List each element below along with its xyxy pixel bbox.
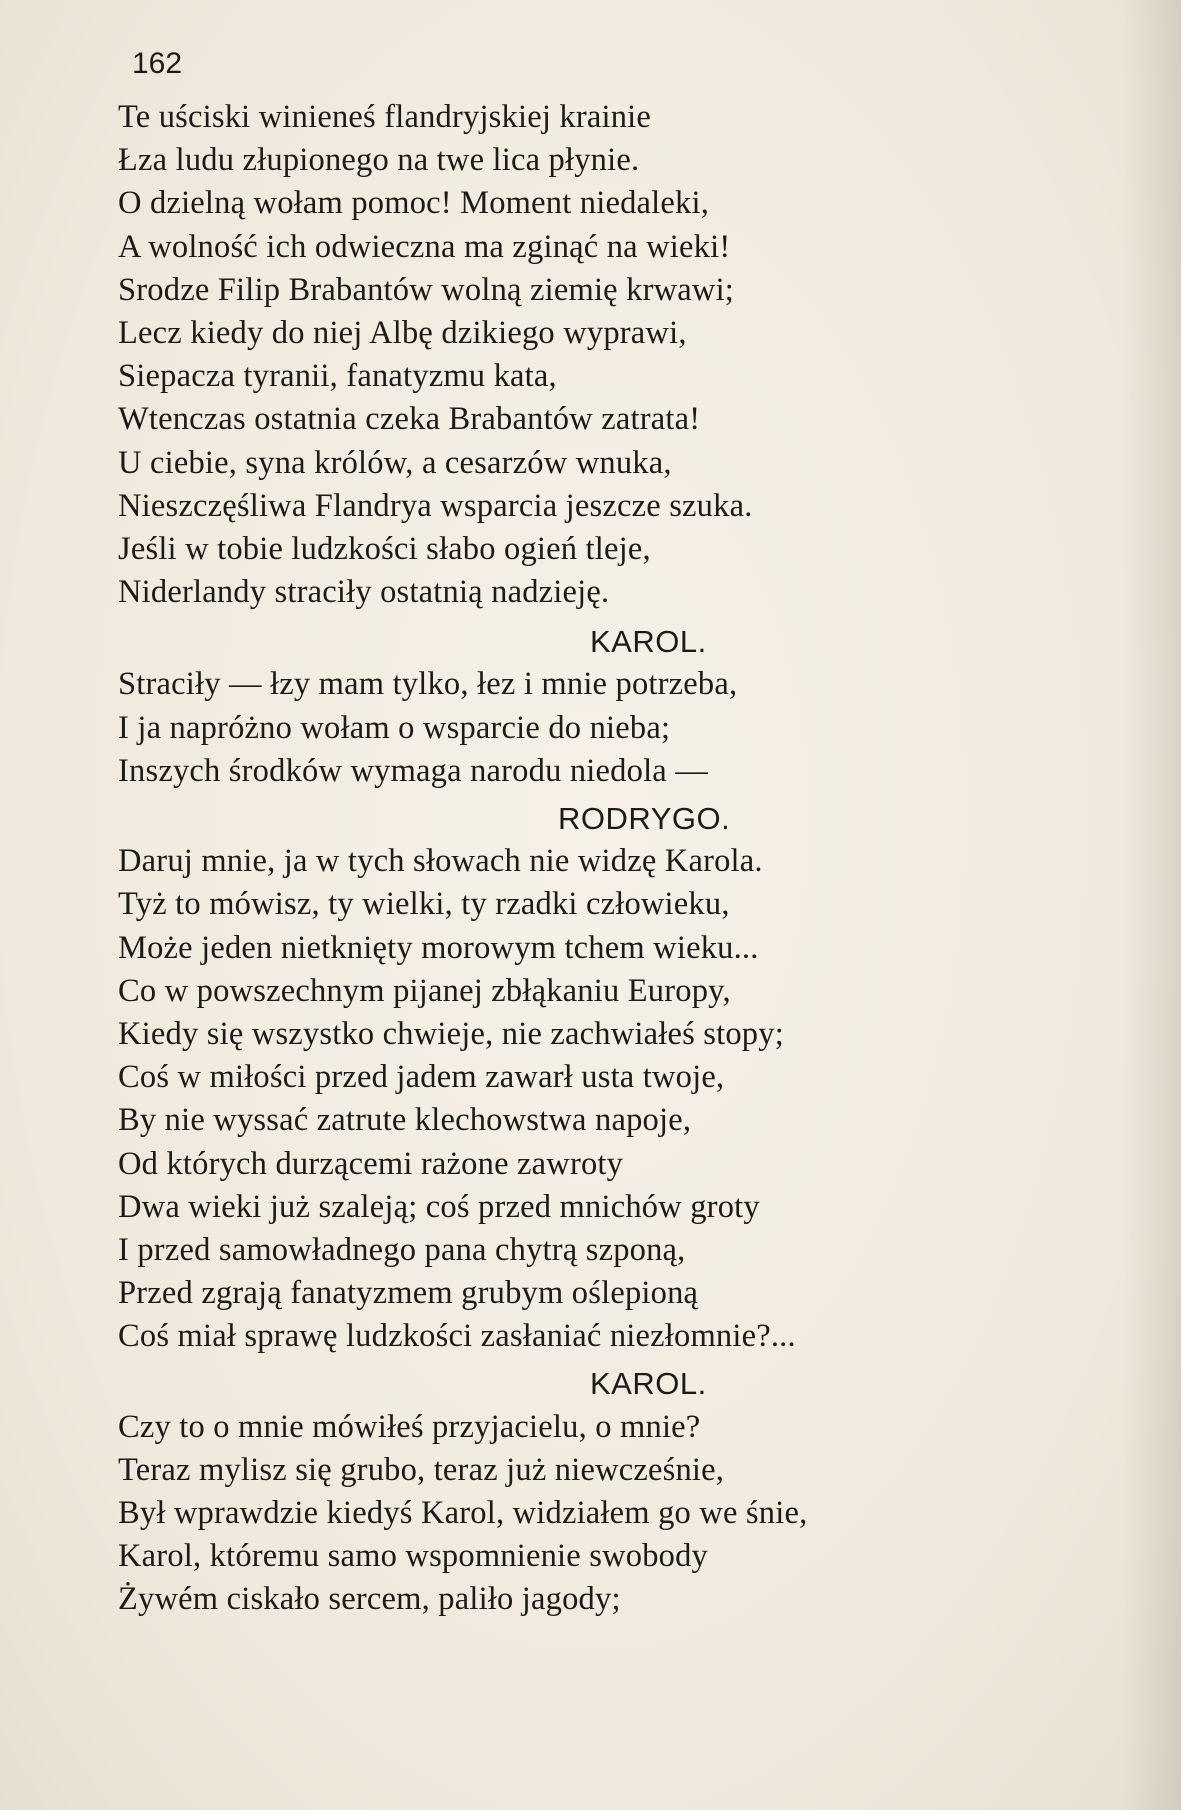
verse-line: Inszych środków wymaga narodu niedola —: [118, 752, 708, 789]
verse-line: Jeśli w tobie ludzkości słabo ogień tleje,: [118, 530, 651, 567]
verse-line: Srodze Filip Brabantów wolną ziemię krwawi;: [118, 271, 735, 308]
verse-line: Te uściski winieneś flandryjskiej krainie: [118, 99, 652, 135]
verse-line: Co w powszechnym pijanej zbłąkaniu Europy,: [118, 972, 731, 1009]
speaker-name-rodrygo: RODRYGO.: [558, 801, 731, 836]
verse-line: A wolność ich odwieczna ma zginąć na wieki!: [118, 228, 731, 265]
verse-line: Teraz mylisz się grubo, teraz już niewcześnie,: [118, 1451, 725, 1488]
page-number: 162: [132, 47, 183, 80]
verse-line: Kiedy się wszystko chwieje, nie zachwiałeś stopy;: [118, 1015, 784, 1052]
verse-line: Lecz kiedy do niej Albę dzikiego wyprawi,: [118, 314, 687, 351]
verse-line: U ciebie, syna królów, a cesarzów wnuka,: [118, 444, 672, 481]
speaker-name-karol: KAROL.: [590, 624, 707, 660]
verse-line: By nie wyssać zatrute klechowstwa napoje,: [118, 1102, 692, 1139]
verse-line: O dzielną wołam pomoc! Moment niedaleki,: [118, 185, 710, 222]
verse-line: Coś w miłości przed jadem zawarł usta twoje,: [118, 1059, 725, 1096]
stanza-2: [118, 663, 1118, 793]
verse-line: Niderlandy straciły ostatnią nadzieję.: [118, 574, 610, 611]
verse-line: Czy to o mnie mówiłeś przyjacielu, o mnie?: [118, 1408, 701, 1445]
verse-line: I ja napróżno wołam o wsparcie do nieba;: [118, 709, 671, 746]
verse-line: Daruj mnie, ja w tych słowach nie widzę Karola.: [118, 843, 763, 880]
stanza-4: [118, 1406, 1118, 1622]
verse-line: Żywém ciskało sercem, paliło jagody;: [118, 1581, 621, 1618]
verse-line: Karol, któremu samo wspomnienie swobody: [118, 1538, 709, 1575]
verse-line: Dwa wieki już szaleją; coś przed mnichów groty: [118, 1188, 760, 1225]
verse-line: Był wprawdzie kiedyś Karol, widziałem go we śnie,: [118, 1495, 808, 1531]
verse-line: Straciły — łzy mam tylko, łez i mnie potrzeba,: [118, 666, 738, 703]
verse-line: Tyż to mówisz, ty wielki, ty rzadki człowieku,: [118, 886, 730, 923]
verse-line: Nieszczęśliwa Flandrya wsparcia jeszcze szuka.: [118, 487, 753, 524]
verse-line: Wtenczas ostatnia czeka Brabantów zatrata!: [118, 401, 701, 438]
stanza-1: [118, 96, 1118, 614]
verse-line: Łza ludu złupionego na twe lica płynie.: [118, 142, 640, 179]
verse-line: Coś miał sprawę ludzkości zasłaniać niezłomnie?...: [118, 1318, 796, 1355]
verse-line: I przed samowładnego pana chytrą szponą,: [118, 1231, 686, 1268]
verse-line: Siepacza tyranii, fanatyzmu kata,: [118, 358, 557, 395]
verse-line: Może jeden nietknięty morowym tchem wieku...: [118, 929, 759, 966]
poem-text: [118, 96, 1118, 1622]
speaker-name-karol: KAROL.: [590, 1366, 707, 1402]
verse-line: Przed zgrają fanatyzmem grubym oślepioną: [118, 1275, 699, 1312]
stanza-3: [118, 840, 1118, 1358]
verse-line: Od których durzącemi rażone zawroty: [118, 1145, 624, 1182]
